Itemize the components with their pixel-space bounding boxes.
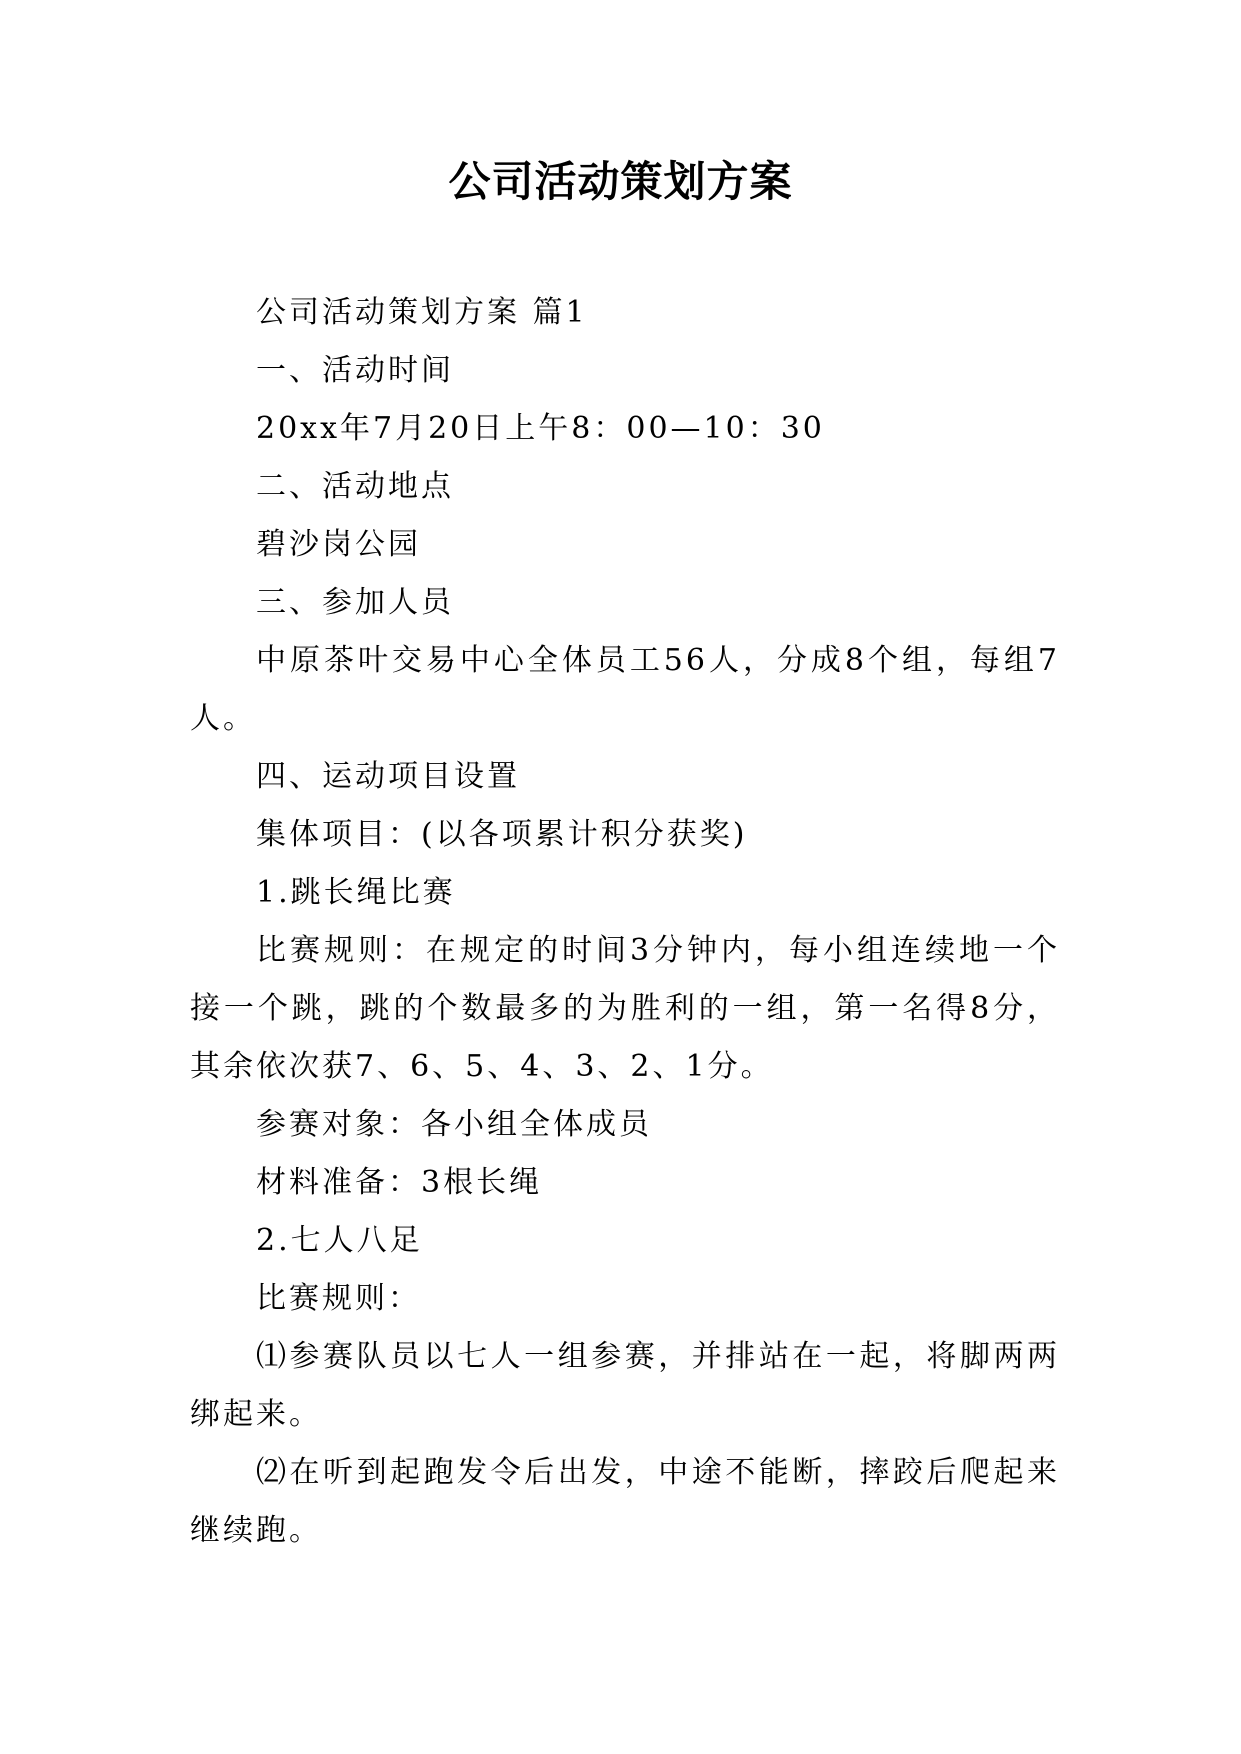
paragraph-location: 碧沙岗公园 — [256, 527, 421, 562]
paragraph-participants: 中原茶叶交易中心全体员工56人，分成8个组，每组7人。 — [190, 643, 1060, 736]
paragraph-heading-1: 公司活动策划方案 篇1 — [256, 295, 588, 330]
section-heading-participants: 三、参加人员 — [256, 585, 454, 620]
section-heading-time: 一、活动时间 — [256, 353, 454, 388]
event-heading-long-rope: 1.跳长绳比赛 — [256, 875, 456, 910]
document-body — [190, 284, 1060, 1560]
paragraph-seven-people-rule-2: ⑵在听到起跑发令后出发，中途不能断，摔跤后爬起来继续跑。 — [190, 1455, 1060, 1548]
document-title: 公司活动策划方案 — [448, 157, 793, 206]
paragraph-group-events: 集体项目：(以各项累计积分获奖) — [256, 817, 748, 852]
paragraph-long-rope-participants: 参赛对象：各小组全体成员 — [256, 1107, 652, 1142]
event-heading-seven-people: 2.七人八足 — [256, 1223, 423, 1258]
paragraph-long-rope-materials: 材料准备：3根长绳 — [256, 1165, 543, 1200]
section-heading-events: 四、运动项目设置 — [256, 759, 520, 794]
paragraph-seven-people-rules-label: 比赛规则： — [256, 1281, 421, 1316]
paragraph-long-rope-rules: 比赛规则：在规定的时间3分钟内，每小组连续地一个接一个跳，跳的个数最多的为胜利的一组，第一名得8分，其余依次获7、6、5、4、3、2、1分。 — [190, 933, 1060, 1084]
section-heading-location: 二、活动地点 — [256, 469, 454, 504]
paragraph-time: 20xx年7月20日上午8：00—10：30 — [256, 411, 825, 446]
paragraph-seven-people-rule-1: ⑴参赛队员以七人一组参赛，并排站在一起，将脚两两绑起来。 — [190, 1339, 1060, 1432]
